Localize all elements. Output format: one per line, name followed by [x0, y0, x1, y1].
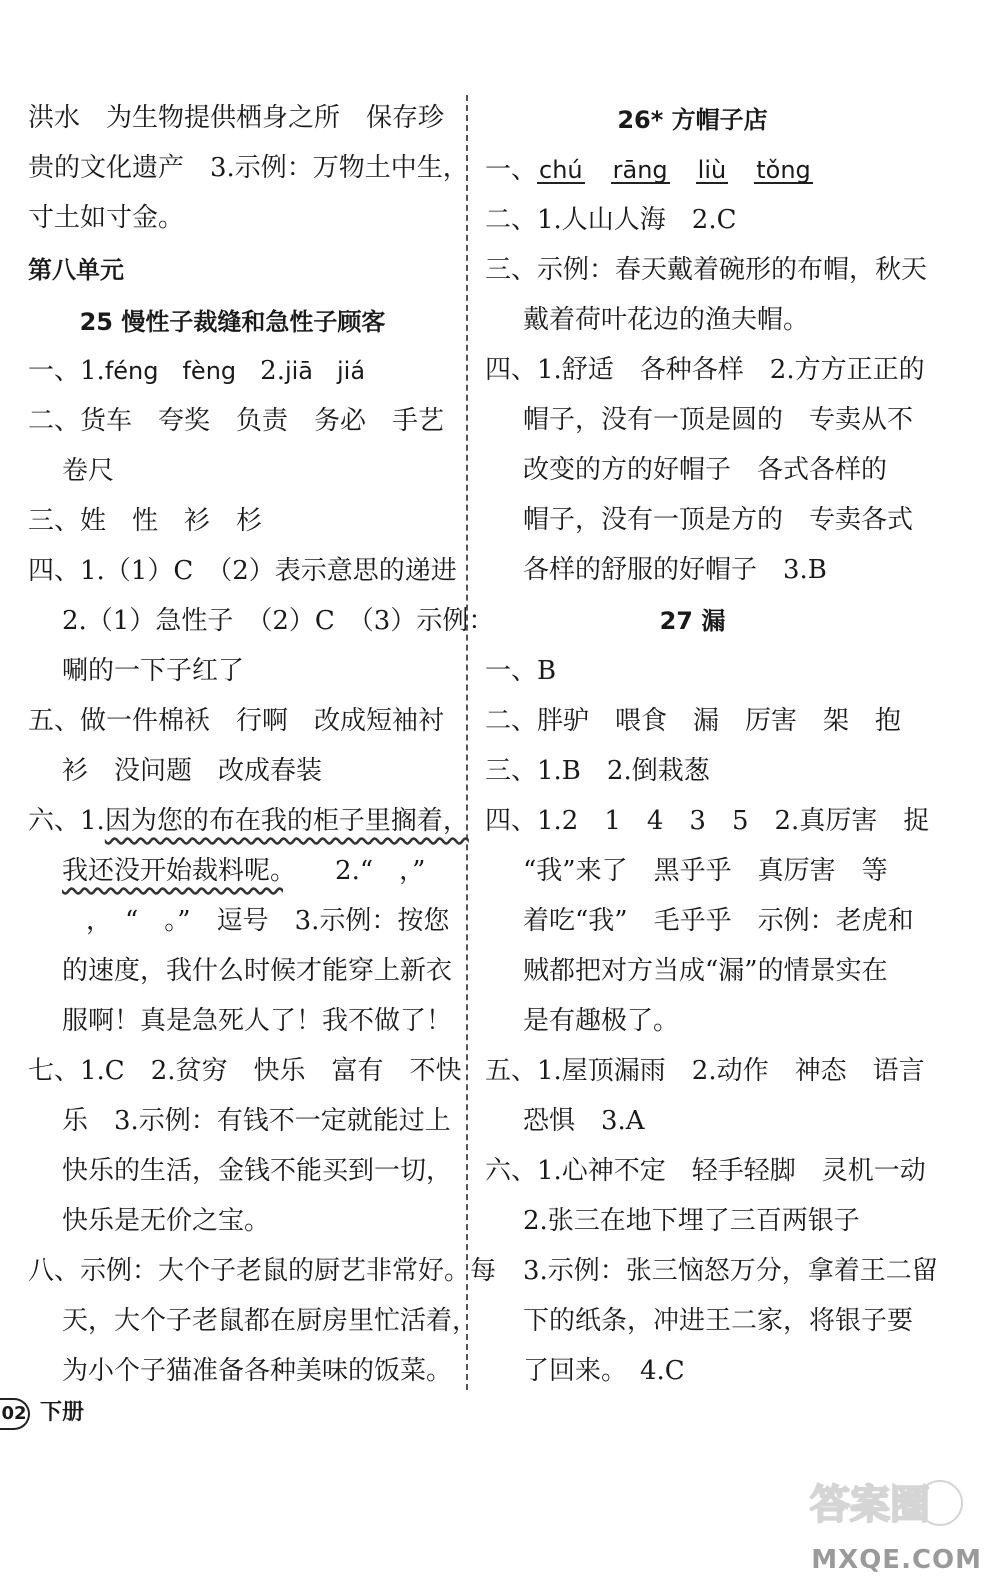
wavy-underlined-text: 因为您的布在我的柜子里搁着， — [104, 806, 469, 836]
page-footer — [0, 1395, 84, 1430]
question-number: 2. — [260, 356, 285, 386]
question-number: 一、 — [485, 155, 538, 185]
answer-line: 各样的舒服的好帽子 3.B — [523, 555, 827, 585]
answer-line: 快乐是无价之宝。 — [62, 1206, 271, 1236]
answer-line: 为小个子猫准备各种美味的饭菜。 — [62, 1356, 453, 1386]
answer-line: 二、1.人山人海 2.C — [485, 205, 737, 235]
answer-line: 七、1.C 2.贫穷 快乐 富有 不快 — [28, 1056, 462, 1086]
volume-label: 下册 — [40, 1400, 85, 1425]
answer-line: 帽子，没有一顶是圆的 专卖从不 — [523, 405, 914, 435]
pinyin-answer: rāng — [612, 156, 668, 184]
pinyin-answer: liù — [697, 156, 727, 184]
answer-line: 四、1.2 1 4 3 5 2.真厉害 捉 — [485, 806, 930, 836]
answer-text: 2.“ ，” — [335, 856, 426, 886]
answer-line: 是有趣极了。 — [523, 1006, 680, 1036]
answer-line: 贼都把对方当成“漏”的情景实在 — [523, 956, 888, 986]
pinyin-answer: fèng — [182, 357, 237, 385]
answer-line: 贵的文化遗产 3.示例：万物土中生， — [28, 153, 469, 183]
answer-line: 三、示例：春天戴着碗形的布帽，秋天 — [485, 255, 928, 285]
answer-line: 天，大个子老鼠都在厨房里忙活着， — [62, 1306, 479, 1336]
answer-line — [62, 856, 425, 886]
answer-line: 三、姓 性 衫 杉 — [28, 506, 263, 536]
answer-line: 卷尺 — [62, 456, 115, 486]
pinyin-answer-line — [485, 155, 839, 185]
answer-line: 乐 3.示例：有钱不一定就能过上 — [62, 1106, 451, 1136]
answer-line: 六、1.心神不定 轻手轻脚 灵机一动 — [485, 1156, 926, 1186]
pinyin-answer: tǒng — [756, 156, 811, 184]
answer-line: 着吃“我” 毛乎乎 示例：老虎和 — [523, 906, 914, 936]
answer-line: 二、货车 夸奖 负责 务必 手艺 — [28, 406, 445, 436]
answer-line: 四、1.舒适 各种各样 2.方方正正的 — [485, 355, 925, 385]
answer-line: 的速度，我什么时候才能穿上新衣 — [62, 956, 453, 986]
answer-line: 衫 没问题 改成春装 — [62, 756, 323, 786]
question-number: 六、1. — [28, 806, 105, 836]
pinyin-answer: jiā — [284, 357, 314, 385]
pinyin-answer: chú — [539, 156, 583, 184]
lesson-title: 27 漏 — [659, 607, 726, 635]
answer-line: 三、1.B 2.倒栽葱 — [485, 756, 710, 786]
answer-line: 一、B — [485, 656, 557, 686]
answer-line: 五、做一件棉袄 行啊 改成短袖衬 — [28, 706, 445, 736]
question-number: 一、1. — [28, 356, 105, 386]
answer-line: 二、胖驴 喂食 漏 厉害 架 抱 — [485, 706, 902, 736]
pinyin-answer-line — [28, 356, 389, 386]
answer-line: 八、示例：大个子老鼠的厨艺非常好。每 — [28, 1256, 497, 1286]
pinyin-answer: féng — [104, 357, 159, 385]
answer-line: 戴着荷叶花边的渔夫帽。 — [523, 305, 810, 335]
answer-line: 下的纸条，冲进王二家，将银子要 — [523, 1306, 914, 1336]
answer-line: 快乐的生活，金钱不能买到一切， — [62, 1156, 453, 1186]
answer-line: 五、1.屋顶漏雨 2.动作 神态 语言 — [485, 1056, 925, 1086]
answer-line: 了回来。 4.C — [523, 1356, 685, 1386]
answer-line — [28, 806, 469, 836]
unit-heading: 第八单元 — [28, 256, 124, 284]
answer-line: 帽子，没有一顶是方的 专卖各式 — [523, 505, 914, 535]
answer-line: 改变的方的好帽子 各式各样的 — [523, 455, 888, 485]
watermark-url: MXQE.COM — [811, 1545, 982, 1575]
wavy-underlined-text: 我还没开始裁料呢。 — [62, 856, 284, 886]
page-number: 02 — [0, 1398, 30, 1430]
answer-line: ， “ 。” 逗号 3.示例：按您 — [86, 906, 450, 936]
answer-line: 寸土如寸金。 — [28, 203, 185, 233]
lesson-title: 26* 方帽子店 — [617, 106, 768, 134]
column-divider — [466, 95, 468, 1390]
answer-line: 四、1.（1）C （2）表示意思的递进 — [28, 556, 457, 586]
lesson-title: 25 慢性子裁缝和急性子顾客 — [79, 308, 386, 336]
answer-line: 3.示例：张三恼怒万分，拿着王二留 — [523, 1256, 938, 1286]
answer-line: 2.（1）急性子 （2）C （3）示例： — [62, 606, 495, 636]
answer-line: “我”来了 黑乎乎 真厉害 等 — [523, 856, 888, 886]
answer-line: 2.张三在地下埋了三百两银子 — [523, 1206, 860, 1236]
answer-line: 唰的一下子红了 — [62, 656, 245, 686]
watermark-logo-text: 答案圈 — [810, 1482, 930, 1528]
answer-line: 恐惧 3.A — [523, 1106, 645, 1136]
pinyin-answer: jiá — [337, 357, 366, 385]
answer-line: 服啊！真是急死人了！我不做了！ — [62, 1006, 453, 1036]
answer-line: 洪水 为生物提供栖身之所 保存珍 — [28, 103, 445, 133]
